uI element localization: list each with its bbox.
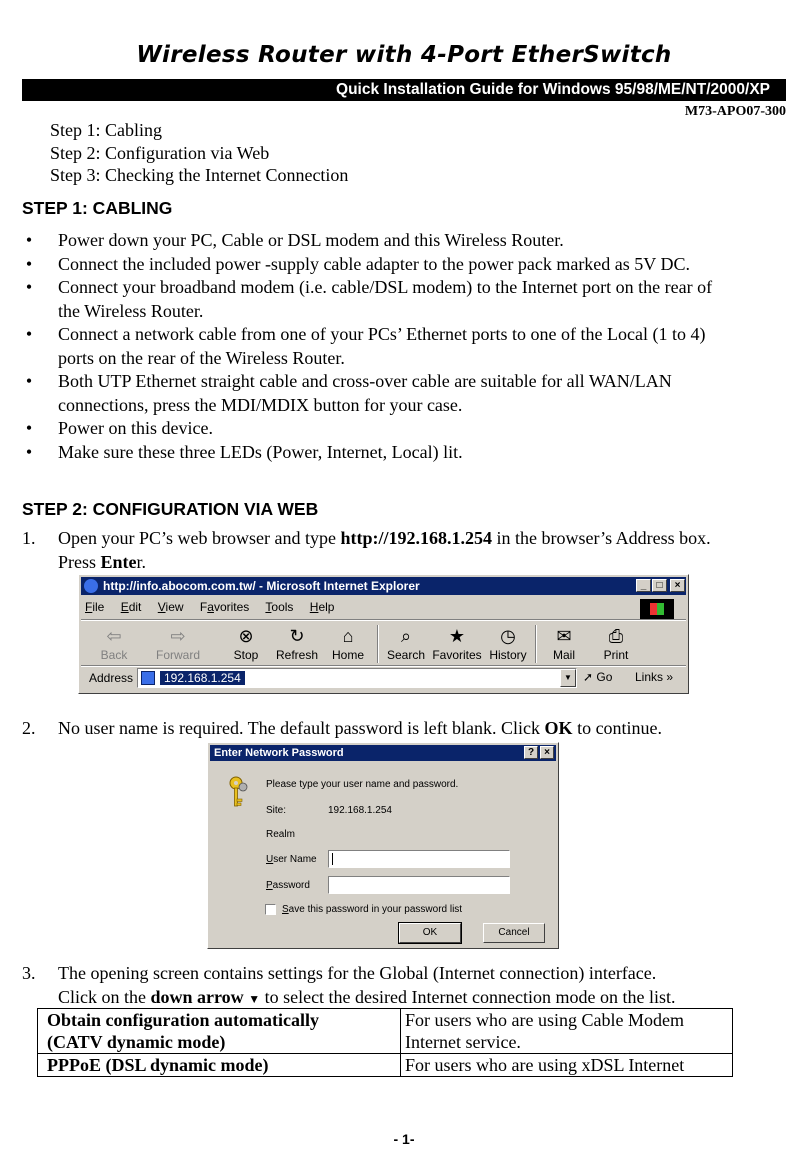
links-button[interactable]: Links » (635, 670, 674, 684)
toolbar-stop-button[interactable]: ⊗ Stop (233, 626, 259, 662)
maximize-button[interactable]: □ (652, 579, 667, 592)
back-arrow-icon: ⇦ (106, 626, 122, 646)
toolbar-home-button[interactable]: ⌂ Home (331, 626, 364, 662)
ie-title-bar: http://info.abocom.com.tw/ - Microsoft Internet Explorer _ □ × (81, 577, 686, 595)
toolbar-back-button[interactable]: ⇦ Back (100, 626, 128, 662)
password-input[interactable] (328, 876, 510, 894)
refresh-icon: ↻ (289, 626, 305, 646)
save-password-checkbox[interactable] (265, 904, 276, 915)
bullet-dot-icon: • (25, 324, 33, 344)
ie-browser-window (78, 574, 689, 694)
site-label: Site: (266, 805, 287, 816)
dialog-prompt: Please type your user name and password. (266, 779, 459, 790)
history-icon: ◷ (500, 626, 516, 646)
ie-menu-bar (85, 600, 347, 618)
toolbar-mail-button[interactable]: ✉ Mail (552, 626, 575, 662)
menu-tools[interactable]: Tools (265, 600, 294, 614)
bullet-item: • Connect your broadband modem (i.e. cable/DSL modem) to the Internet port on the rear of the Wireless Router. (22, 276, 792, 323)
menu-favorites[interactable]: Favorites (199, 600, 250, 614)
toolbar-search-button[interactable]: ⌕ Search (386, 626, 426, 662)
step2-heading: STEP 2: CONFIGURATION VIA WEB (22, 499, 319, 519)
overview-step-2: Step 2: Configuration via Web (50, 142, 270, 163)
mode-cell: PPPoE (DSL dynamic mode) (38, 1054, 401, 1077)
bullet-dot-icon: • (25, 253, 33, 274)
toolbar-favorites-button[interactable]: ★ Favorites (432, 626, 482, 662)
description-cell: For users who are using xDSL Internet (401, 1054, 733, 1077)
table-row (38, 1009, 733, 1054)
home-icon: ⌂ (342, 626, 354, 646)
cancel-button[interactable]: Cancel (483, 923, 545, 943)
address-label: Address (89, 671, 134, 685)
page-icon (141, 671, 155, 685)
keys-icon (228, 775, 250, 809)
close-button[interactable]: × (540, 746, 554, 759)
bullet-item: • Power on this device. (22, 417, 792, 441)
menu-help[interactable]: Help (309, 600, 335, 614)
item-number: 3. (22, 963, 36, 983)
menu-divider (81, 619, 686, 621)
step2-item-2: 2. No user name is required. The default password is left blank. Click OK to continue. (22, 717, 792, 741)
mode-cell: Obtain configuration automatically (CATV dynamic mode) (38, 1009, 401, 1054)
password-label: Password (266, 880, 310, 891)
help-button[interactable]: ? (524, 746, 538, 759)
down-arrow-icon: ▼ (248, 991, 261, 1006)
address-value: 192.168.1.254 (160, 671, 245, 685)
windows-logo-icon (640, 599, 674, 619)
description-cell: For users who are using Cable Modem Internet service. (401, 1009, 733, 1054)
user-name-input[interactable] (328, 850, 510, 868)
ok-button[interactable]: OK (399, 923, 461, 943)
favorites-icon: ★ (448, 626, 466, 646)
go-button[interactable]: ➚ Go (583, 670, 613, 684)
print-icon: ⎙ (608, 626, 624, 646)
mail-icon: ✉ (556, 626, 572, 646)
bullet-item: • Connect the included power -supply cable adapter to the power pack marked as 5V DC. (22, 253, 792, 277)
address-input[interactable] (137, 668, 577, 688)
model-number: M73-APO07-300 (684, 104, 786, 119)
close-button[interactable]: × (670, 579, 685, 592)
bullet-dot-icon: • (25, 371, 33, 391)
ie-logo-icon (84, 579, 98, 593)
page-number: - 1- (393, 1131, 415, 1147)
site-value: 192.168.1.254 (328, 805, 392, 816)
go-arrow-icon: ➚ (583, 670, 594, 684)
overview-step-1: Step 1: Cabling (50, 120, 162, 140)
bullet-dot-icon: • (25, 277, 33, 297)
bullet-dot-icon: • (25, 441, 33, 462)
address-dropdown-button[interactable]: ▼ (560, 669, 576, 687)
bullet-item: • Power down your PC, Cable or DSL modem and this Wireless Router. (22, 229, 792, 253)
toolbar-history-button[interactable]: ◷ History (489, 626, 527, 662)
toolbar-refresh-button[interactable]: ↻ Refresh (275, 626, 319, 662)
dialog-title-bar: Enter Network Password ? × (210, 745, 556, 761)
toolbar-print-button[interactable]: ⎙ Print (603, 626, 629, 662)
bullet-item: • Both UTP Ethernet straight cable and cross-over cable are suitable for all WAN/LAN connections, press the MDI/MDIX button for your case. (22, 370, 792, 417)
text-caret (332, 853, 333, 865)
save-password-label: Save this password in your password list (282, 904, 463, 915)
steps-overview (50, 119, 348, 187)
router-url: http://192.168.1.254 (340, 528, 492, 548)
user-name-label: User Name (266, 854, 317, 865)
toolbar-forward-button[interactable]: ⇨ Forward (155, 626, 200, 662)
step1-heading: STEP 1: CABLING (22, 198, 173, 218)
connection-mode-table (37, 1008, 733, 1077)
search-icon: ⌕ (400, 626, 412, 646)
menu-view[interactable]: View (157, 600, 184, 614)
bullet-item: • Connect a network cable from one of your PCs’ Ethernet ports to one of the Local (1 to 4) ports on the rear of the Wireless Router. (22, 323, 792, 370)
forward-arrow-icon: ⇨ (170, 626, 186, 646)
bullet-dot-icon: • (25, 418, 33, 438)
step1-bullet-list (22, 229, 792, 464)
bullet-item: • Make sure these three LEDs (Power, Internet, Local) lit. (22, 441, 792, 465)
table-row (38, 1054, 733, 1077)
network-password-dialog (207, 742, 559, 949)
bullet-dot-icon: • (25, 230, 33, 250)
step2-item-3: 3. The opening screen contains settings for the Global (Internet connection) interface. Click on the down arrow ▼ to select the desired Internet connection mode on the list. (22, 963, 676, 1007)
guide-subtitle-bar: Quick Installation Guide for Windows 95/98/ME/NT/2000/XP (22, 79, 786, 101)
toolbar-divider-bottom (81, 665, 686, 667)
overview-step-3: Step 3: Checking the Internet Connection (50, 165, 349, 185)
step2-item-1: 1. Open your PC’s web browser and type http://192.168.1.254 in the browser’s Address box. Press Enter. (22, 528, 711, 572)
realm-label: Realm (266, 829, 295, 840)
item-number: 1. (22, 528, 36, 548)
menu-file[interactable]: File (85, 600, 105, 614)
minimize-button[interactable]: _ (636, 579, 651, 592)
menu-edit[interactable]: Edit (120, 600, 142, 614)
item-number: 2. (22, 718, 36, 738)
stop-icon: ⊗ (238, 626, 254, 646)
document-title: Wireless Router with 4-Port EtherSwitch (136, 42, 672, 68)
